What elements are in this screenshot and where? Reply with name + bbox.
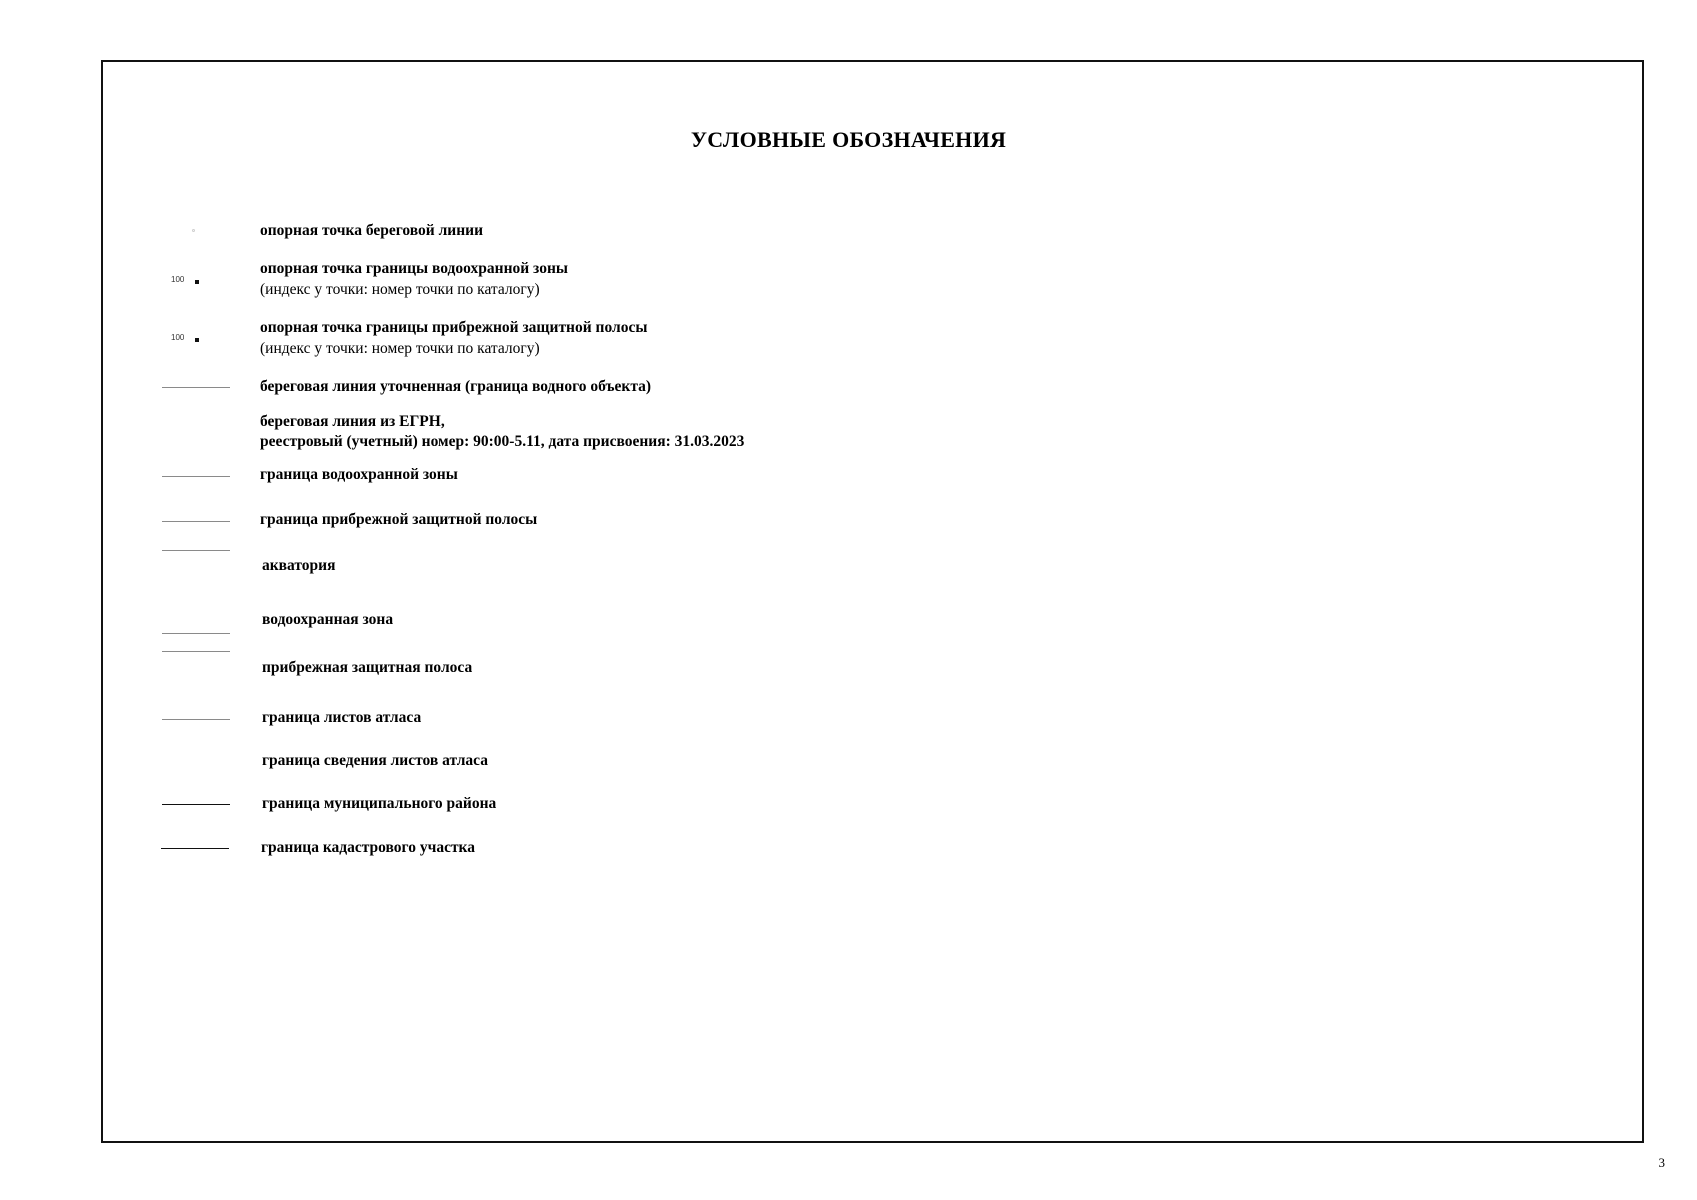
- legend-item-cps-point: опорная точка границы прибрежной защитной полосы: [260, 319, 648, 336]
- legend-item-cps-point-note: (индекс у точки: номер точки по каталогу): [260, 340, 540, 357]
- legend-title: УСЛОВНЫЕ ОБОЗНАЧЕНИЯ: [690, 127, 1007, 152]
- coastal-strip-symbol: [162, 651, 230, 652]
- legend-item-egrn-shoreline: береговая линия из ЕГРН,: [260, 413, 445, 430]
- cadastral-boundary-symbol: [161, 848, 229, 849]
- legend-item-atlas-sheet-boundary: граница листов атласа: [262, 709, 422, 726]
- wpz-point-label: 100: [171, 275, 185, 284]
- water-protection-zone-symbol: [162, 633, 230, 634]
- legend-item-wpz-boundary: граница водоохранной зоны: [260, 466, 458, 483]
- cps-point-label: 100: [171, 333, 185, 342]
- municipal-boundary-symbol: [162, 804, 230, 805]
- cps-point-symbol: [195, 338, 199, 342]
- legend-item-atlas-matching-boundary: граница сведения листов атласа: [262, 752, 488, 769]
- cps-boundary-line-symbol: [162, 521, 230, 522]
- legend-item-cps-boundary: граница прибрежной защитной полосы: [260, 511, 538, 528]
- legend-item-water-protection-zone: водоохранная зона: [262, 611, 394, 628]
- legend-item-wpz-point: опорная точка границы водоохранной зоны: [260, 260, 568, 277]
- legend-item-refined-shoreline: береговая линия уточненная (граница водного объекта): [260, 378, 652, 395]
- page-number: 3: [1658, 1155, 1665, 1170]
- legend-item-egrn-shoreline-registry: реестровый (учетный) номер: 90:00-5.11, дата присвоения: 31.03.2023: [260, 433, 745, 450]
- wpz-boundary-line-symbol: [162, 476, 230, 477]
- shoreline-point-symbol: [192, 229, 195, 232]
- wpz-point-symbol: [195, 280, 199, 284]
- legend-item-coastal-strip: прибрежная защитная полоса: [262, 659, 473, 676]
- legend-item-water-area: акватория: [262, 557, 336, 574]
- water-area-symbol: [162, 550, 230, 551]
- refined-shoreline-line-symbol: [162, 387, 230, 388]
- legend-item-wpz-point-note: (индекс у точки: номер точки по каталогу): [260, 281, 540, 298]
- legend-item-cadastral-boundary: граница кадастрового участка: [261, 839, 476, 856]
- legend-item-municipal-boundary: граница муниципального района: [262, 795, 497, 812]
- legend-item-shoreline-point: опорная точка береговой линии: [260, 222, 483, 239]
- atlas-sheet-boundary-symbol: [162, 719, 230, 720]
